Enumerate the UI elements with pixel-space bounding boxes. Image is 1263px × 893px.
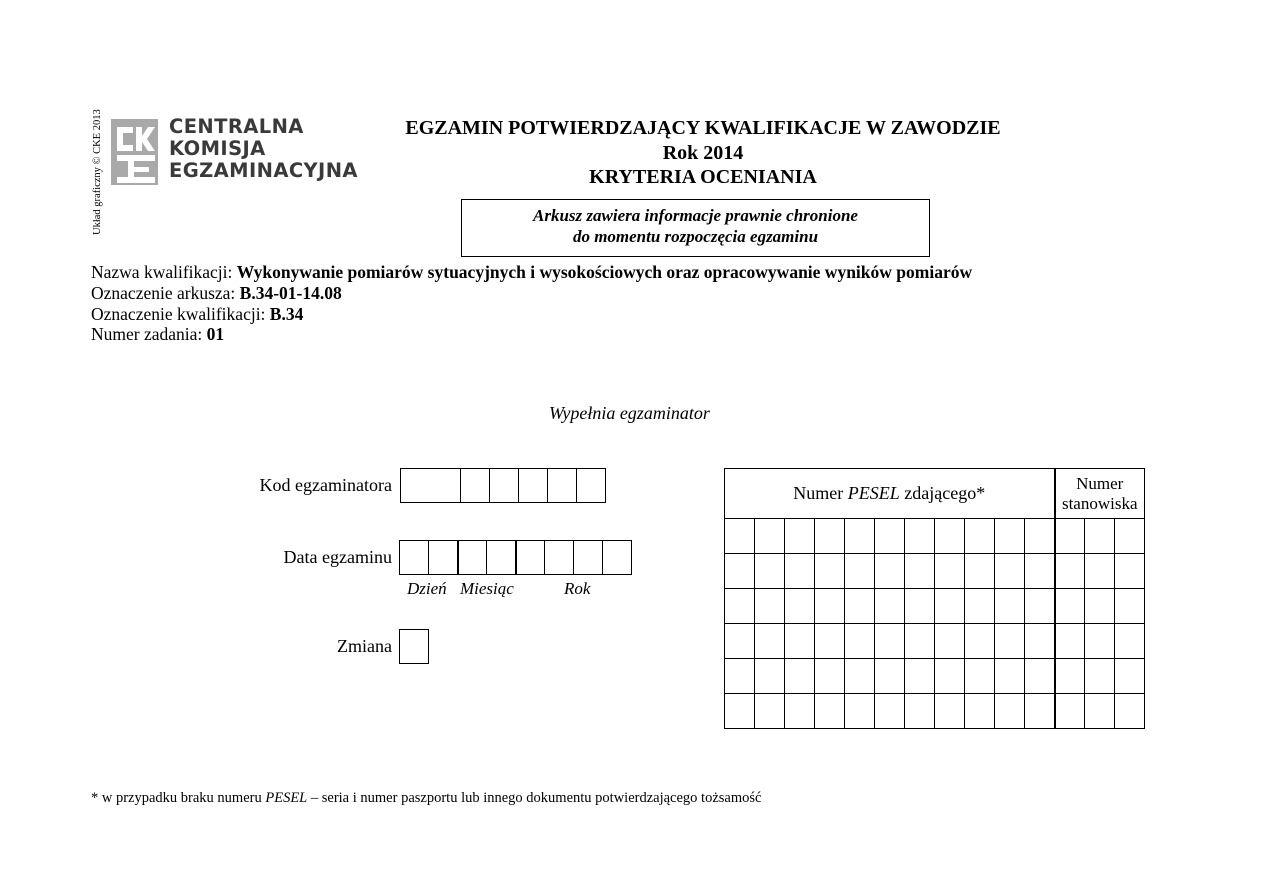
logo-line-2: KOMISJA [169,137,266,160]
pesel-cell[interactable] [965,554,995,589]
sheet-label: Oznaczenie arkusza: [91,282,236,303]
station-cell[interactable] [1055,694,1085,729]
pesel-cell[interactable] [755,589,785,624]
pesel-cell[interactable] [785,659,815,694]
task-number-value: 01 [206,324,225,345]
exam-year: Rok 2014 [662,141,744,164]
pesel-header [725,469,1055,519]
station-cell[interactable] [1115,624,1145,659]
pesel-cell[interactable] [755,694,785,729]
logo-line-1: CENTRALNA [169,115,304,138]
shift-cell[interactable] [399,629,429,664]
pesel-cell[interactable] [845,589,875,624]
protected-notice-box [461,199,930,257]
pesel-cell[interactable] [725,624,755,659]
pesel-cell[interactable] [845,659,875,694]
examiner-code-cell[interactable] [576,468,606,503]
pesel-cell[interactable] [785,519,815,554]
table-row [725,694,1145,729]
exam-date-label: Data egzaminu [283,547,392,567]
station-cell[interactable] [1115,659,1145,694]
pesel-cell[interactable] [1025,554,1055,589]
pesel-cell[interactable] [995,624,1025,659]
pesel-cell[interactable] [905,589,935,624]
pesel-cell[interactable] [785,624,815,659]
footnote-pesel: PESEL [265,790,308,806]
pesel-footnote [91,790,761,807]
pesel-cell[interactable] [845,694,875,729]
shift-box [400,629,429,664]
station-header-line-1: Numer [1076,473,1124,493]
station-cell[interactable] [1055,589,1085,624]
pesel-cell[interactable] [875,624,905,659]
sheet-row [91,283,972,304]
pesel-cell[interactable] [725,554,755,589]
qualification-name-row [91,262,972,283]
graphic-layout-credit: Układ graficzny © CKE 2013 [92,109,103,235]
examiner-code-cell[interactable] [489,468,519,503]
station-cell[interactable] [1055,554,1085,589]
date-year-cell[interactable] [573,540,603,575]
table-row [725,624,1145,659]
exam-title: EGZAMIN POTWIERDZAJĄCY KWALIFIKACJE W ZAWODZIE [405,117,1001,139]
pesel-cell[interactable] [875,519,905,554]
pesel-cell[interactable] [755,519,785,554]
filled-by-examiner-label: Wypełnia egzaminator [549,403,710,423]
sheet-value: B.34-01-14.08 [239,282,342,303]
pesel-cell[interactable] [725,659,755,694]
pesel-cell[interactable] [965,589,995,624]
date-day-cell[interactable] [428,540,458,575]
pesel-cell[interactable] [1025,589,1055,624]
pesel-header-post: zdającego* [899,483,986,503]
protected-notice-line-2: do momentu rozpoczęcia egzaminu [572,227,819,246]
date-year-caption: Rok [564,579,591,598]
pesel-cell[interactable] [905,659,935,694]
pesel-cell[interactable] [815,589,845,624]
pesel-cell[interactable] [935,694,965,729]
pesel-cell[interactable] [905,694,935,729]
examiner-code-cell[interactable] [547,468,577,503]
date-day-cell[interactable] [399,540,429,575]
pesel-cell[interactable] [905,554,935,589]
station-header-line-2: stanowiska [1061,493,1138,513]
pesel-cell[interactable] [905,519,935,554]
qualification-code-value: B.34 [269,303,304,324]
pesel-cell[interactable] [1025,624,1055,659]
station-cell[interactable] [1115,589,1145,624]
pesel-cell[interactable] [845,624,875,659]
pesel-cell[interactable] [875,589,905,624]
station-header [1055,469,1145,519]
pesel-cell[interactable] [845,554,875,589]
footnote-pre: * w przypadku braku numeru [91,790,266,806]
pesel-cell[interactable] [875,659,905,694]
pesel-cell[interactable] [935,519,965,554]
qualification-code-label: Oznaczenie kwalifikacji: [91,303,266,324]
pesel-cell[interactable] [935,589,965,624]
pesel-cell[interactable] [965,694,995,729]
table-row [725,589,1145,624]
pesel-table [724,468,1145,729]
pesel-cell[interactable] [965,659,995,694]
station-cell[interactable] [1085,694,1115,729]
date-month-cell[interactable] [486,540,516,575]
footnote-post: – seria i numer paszportu lub innego dokumentu potwierdzającego tożsamość [307,790,762,806]
date-day-caption: Dzień [407,579,447,598]
qualification-info [91,262,972,345]
table-row [725,519,1145,554]
task-number-label: Numer zadania: [91,324,203,345]
station-cell[interactable] [1055,624,1085,659]
station-cell[interactable] [1085,659,1115,694]
pesel-cell[interactable] [1025,659,1055,694]
qualification-name-value: Wykonywanie pomiarów sytuacyjnych i wysokościowych oraz opracowywanie wyników pomiarów [236,262,973,282]
cke-logo-text [169,116,358,182]
task-number-row [91,324,972,345]
pesel-cell[interactable] [995,554,1025,589]
station-cell[interactable] [1115,694,1145,729]
station-cell[interactable] [1085,519,1115,554]
pesel-cell[interactable] [725,589,755,624]
pesel-cell[interactable] [1025,694,1055,729]
qualification-name-label: Nazwa kwalifikacji: [91,262,233,282]
table-row [725,659,1145,694]
date-year-cell[interactable] [544,540,574,575]
station-cell[interactable] [1085,554,1115,589]
station-cell[interactable] [1085,624,1115,659]
examiner-code-boxes [401,468,606,503]
pesel-cell[interactable] [995,589,1025,624]
pesel-cell[interactable] [1025,519,1055,554]
pesel-cell[interactable] [815,694,845,729]
qualification-code-row [91,304,972,325]
pesel-header-row [725,469,1145,519]
date-year-cell[interactable] [515,540,545,575]
date-month-caption: Miesiąc [460,579,514,598]
pesel-cell[interactable] [785,589,815,624]
station-cell[interactable] [1115,554,1145,589]
pesel-header-pre: Numer [793,483,848,503]
date-month-cell[interactable] [457,540,487,575]
cke-logo-mark-icon [111,119,158,185]
pesel-cell[interactable] [725,519,755,554]
table-row [725,554,1145,589]
date-year-cell[interactable] [602,540,632,575]
pesel-cell[interactable] [875,554,905,589]
station-cell[interactable] [1085,589,1115,624]
examiner-code-cell[interactable] [460,468,490,503]
pesel-cell[interactable] [815,519,845,554]
pesel-cell[interactable] [905,624,935,659]
examiner-code-cell[interactable] [400,468,461,503]
pesel-cell[interactable] [965,519,995,554]
pesel-cell[interactable] [815,554,845,589]
station-cell[interactable] [1055,659,1085,694]
logo-line-3: EGZAMINACYJNA [169,159,358,182]
exam-subtitle: KRYTERIA OCENIANIA [589,166,817,188]
shift-label: Zmiana [337,636,392,656]
station-cell[interactable] [1055,519,1085,554]
pesel-cell[interactable] [875,694,905,729]
station-cell[interactable] [1115,519,1145,554]
pesel-cell[interactable] [995,519,1025,554]
pesel-cell[interactable] [935,624,965,659]
pesel-cell[interactable] [845,519,875,554]
pesel-cell[interactable] [965,624,995,659]
pesel-cell[interactable] [785,694,815,729]
examiner-code-cell[interactable] [518,468,548,503]
pesel-cell[interactable] [935,659,965,694]
pesel-cell[interactable] [815,624,845,659]
pesel-cell[interactable] [995,694,1025,729]
examiner-code-label: Kod egzaminatora [259,475,392,495]
pesel-cell[interactable] [785,554,815,589]
pesel-cell[interactable] [995,659,1025,694]
cke-logo [111,115,361,187]
exam-date-boxes [400,540,632,575]
page-title [390,116,1016,190]
pesel-header-pesel: PESEL [847,483,900,503]
protected-notice-line-1: Arkusz zawiera informacje prawnie chronione [533,206,858,225]
pesel-cell[interactable] [755,554,785,589]
pesel-cell[interactable] [815,659,845,694]
pesel-cell[interactable] [755,659,785,694]
pesel-cell[interactable] [755,624,785,659]
pesel-cell[interactable] [725,694,755,729]
pesel-cell[interactable] [935,554,965,589]
